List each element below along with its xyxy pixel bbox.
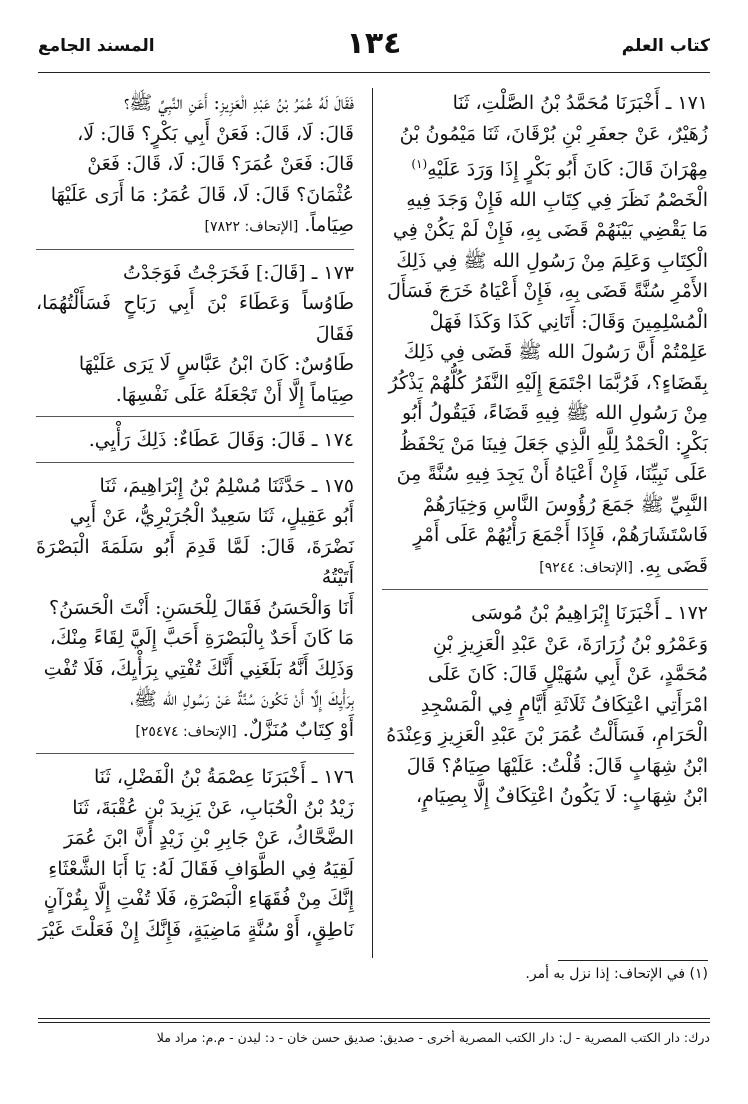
hadith-173 bbox=[36, 258, 354, 411]
text-line: عُثْمَانَ؟ قَالَ: لَا، قَالَ عُمَرُ: مَا أَرَى عَلَيْهَا bbox=[50, 183, 354, 206]
text-line: بَكْرٍ: الْحَمْدُ لِلَّهِ الَّذِي جَعَلَ فِينَا مَنْ يَحْفَظُ bbox=[399, 432, 708, 455]
text-line: وَذَلِكَ أَنَّهُ بَلَغَنِي أَنَّكَ تُفْتِي بِرَأْيِكَ، فَلَا تُفْتِ bbox=[43, 657, 354, 680]
text-line: طَاوُسٌ: كَانَ ابْنُ عَبَّاسٍ لَا يَرَى عَلَيْهَا bbox=[78, 353, 354, 375]
text-line: ١٧١ ـ أَخْبَرَنَا مُحَمَّدُ بْنُ الصَّلْتِ، ثَنَا bbox=[452, 92, 708, 114]
text-line: الضَّحَّاكُ، عَنْ جَابِرِ بْنِ زَيْدٍ أَنَّ ابْنَ عُمَرَ bbox=[63, 827, 354, 849]
reference: [الإتحاف: ٢٥٤٧٤] bbox=[135, 723, 237, 740]
text-line bbox=[382, 551, 708, 584]
right-column bbox=[382, 88, 708, 812]
footnote-rule bbox=[558, 960, 708, 961]
text-line: فَاسْتَشَارَهُمْ، فَإِذَا أَجْمَعَ رَأْيُهُمْ عَلَى أَمْرٍ bbox=[413, 524, 708, 547]
text-line bbox=[36, 210, 354, 243]
left-column bbox=[36, 88, 354, 945]
text-segment: صِيَاماً. bbox=[304, 214, 354, 236]
collection-title: المسند الجامع bbox=[38, 36, 155, 56]
text-line bbox=[382, 149, 708, 185]
text-line: الْكِتَابِ وَعَلِمَ مِنْ رَسُولِ الله ﷺ فِي ذَلِكَ bbox=[396, 249, 708, 272]
column-divider bbox=[372, 88, 373, 958]
entry-separator bbox=[36, 462, 354, 463]
text-segment: مِهْرَانَ قَالَ: كَانَ أَبُو بَكْرٍ إِذَا وَرَدَ عَلَيْهِ bbox=[427, 158, 708, 181]
hadith-172-continued bbox=[36, 88, 354, 243]
text-line: امْرَأَتِي اعْتِكَافُ ثَلَاثَةِ أَيَّامٍ فِي الْمَسْجِدِ bbox=[420, 693, 708, 716]
text-line: مَا كَانَ أَحَدٌ بِالْبَصْرَةِ أَحَبَّ إِلَيَّ لِقَاءً مِنْكَ، bbox=[49, 627, 354, 649]
text-line: ١٧٤ ـ قَالَ: وَقَالَ عَطَاءٌ: ذَلِكَ رَأْيِي. bbox=[88, 429, 354, 451]
entry-separator bbox=[382, 589, 708, 590]
header-rule bbox=[38, 72, 710, 73]
hadith-175 bbox=[36, 471, 354, 748]
text-line: لَقِيَهُ فِي الطَّوَافِ فَقَالَ لَهُ: يَا أَبَا الشَّعْثَاءِ bbox=[48, 857, 354, 880]
hadith-172 bbox=[382, 598, 708, 812]
text-line: ابْنُ شِهَابٍ: لَا يَكُونُ اعْتِكَافٌ إِلَّا بِصِيَامٍ، bbox=[415, 785, 708, 808]
text-line: قَالَ: فَعَنْ عُمَرَ؟ قَالَ: لَا، قَالَ: فَعَنْ bbox=[87, 153, 354, 175]
footnote: (١) في الإتحاف: إذا نزل به أمر. bbox=[525, 966, 708, 982]
text-segment: أَوْ كِتَابٌ مُنَزَّلٌ. bbox=[242, 718, 354, 741]
text-line: بِرَأْيِكَ إِلَّا أَنْ تَكُونَ سُنَّةٌ عَنْ رَسُولِ الله ﷺ، bbox=[130, 688, 354, 710]
hadith-171 bbox=[382, 88, 708, 583]
text-line: نَضْرَةَ، قَالَ: لَمَّا قَدِمَ أَبُو سَلَمَةَ الْبَصْرَةَ أَتَيْتُهُ bbox=[36, 535, 354, 588]
text-line: مَا يَقْضِي بَيْنَهُمْ قَضَى بِهِ، فَإِنْ لَمْ يَكُنْ فِي bbox=[392, 219, 708, 242]
text-line bbox=[36, 715, 354, 748]
text-line: مِنْ رَسُولِ الله ﷺ فِيهِ قَضَاءً، فَيَقُولُ أَبُو bbox=[402, 402, 708, 425]
page-number: ١٣٤ bbox=[346, 26, 402, 61]
reference: [الإتحاف: ٧٨٢٢] bbox=[204, 219, 299, 235]
entry-separator bbox=[36, 416, 354, 417]
text-line: إِنَّكَ مِنْ فُقَهَاءِ الْبَصْرَةِ، فَلَا تُفْتِ إِلَّا بِقُرْآنٍ bbox=[43, 888, 354, 910]
text-line: الأَمْرِ سُنَّةً قَضَى بِهِ، فَإِنْ أَعْيَاهُ خَرَجَ فَسَأَلَ bbox=[387, 280, 708, 303]
text-line: الْخَصْمُ نَظَرَ فِي كِتَابِ الله فَإِنْ وَجَدَ فِيهِ bbox=[406, 188, 708, 211]
text-line: أَنَا وَالْحَسَنُ فَقَالَ لِلْحَسَنِ: أَنْتَ الْحَسَنُ؟ bbox=[49, 596, 354, 619]
bottom-rule bbox=[38, 1018, 710, 1019]
hadith-176 bbox=[36, 762, 354, 945]
text-line: نَاطِقٍ، أَوْ سُنَّةٍ مَاضِيَةٍ، فَإِنَّكَ إِنْ فَعَلْتَ غَيْرَ bbox=[38, 918, 354, 941]
manuscript-codes: درك: دار الكتب المصرية - ل: دار الكتب المصرية أخرى - صديق: صديق حسن خان - د: ليدن - م.م: مراد ملا bbox=[156, 1030, 710, 1045]
footnote-marker: (١) bbox=[411, 157, 428, 171]
text-line: صِيَاماً إِلَّا أَنْ تَجْعَلَهُ عَلَى نَفْسِهَا. bbox=[115, 383, 354, 406]
text-line: عَلِمْتُمْ أَنَّ رَسُولَ الله ﷺ قَضَى فِي ذَلِكَ bbox=[403, 341, 708, 364]
entry-separator bbox=[36, 249, 354, 250]
text-line: عَلَى نَبِيِّنَا، فَإِنْ أَعْيَاهُ أَنْ يَجِدَ فِيهِ سُنَّةً مِنَ bbox=[396, 463, 708, 486]
text-line: النَّبِيِّ ﷺ جَمَعَ رُؤُوسَ النَّاسِ وَخِيَارَهُمْ bbox=[422, 493, 708, 516]
text-line: قَالَ: لَا، قَالَ: فَعَنْ أَبِي بَكْرٍ؟ قَالَ: لَا، bbox=[77, 122, 354, 145]
text-line: بِقَضَاءٍ؟، فَرُبَّمَا اجْتَمَعَ إِلَيْهِ النَّفَرُ كُلُّهُمْ يَذْكُرُ bbox=[388, 371, 708, 394]
bottom-rule-double bbox=[38, 1022, 710, 1023]
text-line: ١٧٣ ـ [قَالَ:] فَخَرَجْتُ فَوَجَدْتُ bbox=[123, 261, 354, 284]
book-title: كتاب العلم bbox=[621, 36, 710, 56]
text-line: ابْنُ شِهَابٍ قَالَ: قُلْتُ: عَلَيْهَا صِيَامٌ؟ قَالَ bbox=[406, 754, 708, 777]
text-line: ١٧٢ ـ أَخْبَرَنَا إِبْرَاهِيمُ بْنُ مُوسَى bbox=[471, 602, 708, 625]
text-line: زَيْدُ بْنُ الْحُبَابِ، عَنْ يَزِيدَ بْنِ عُقْبَةَ، ثَنَا bbox=[72, 796, 354, 819]
text-line: مُحَمَّدٍ، عَنْ أَبِي سُهَيْلٍ قَالَ: كَانَ عَلَى bbox=[427, 663, 708, 686]
hadith-174 bbox=[36, 425, 354, 456]
text-line: زُهَيْرٌ، عَنْ جعفَرِ بْنِ بُرْقَانَ، ثَنَا مَيْمُونُ بْنُ bbox=[399, 122, 708, 145]
entry-separator bbox=[36, 753, 354, 754]
text-line: وَعَمْرُو بْنُ زُرَارَةَ، عَنْ عَبْدِ الْعَزِيزِ بْنِ bbox=[432, 632, 708, 655]
text-line: فَقَالَ لَهُ عُمَرُ بْنُ عَبْدِ الْعَزِيزِ: أَعَنِ النَّبِيِّ ﷺ؟ bbox=[123, 92, 354, 114]
text-line: أَبُو عَقِيلٍ، ثَنَا سَعِيدٌ الْجُرَيْرِيُّ، عَنْ أَبِي bbox=[69, 505, 354, 527]
text-line: الْمُسْلِمِينَ وَقَالَ: أَتَانِي كَذَا وَكَذَا فَهَلْ bbox=[429, 310, 708, 333]
page-header bbox=[38, 26, 710, 66]
text-line: ١٧٥ ـ حَدَّثَنَا مُسْلِمُ بْنُ إِبْرَاهِيمَ، ثَنَا bbox=[99, 474, 354, 497]
text-line: ١٧٦ ـ أَخْبَرَنَا عِصْمَةُ بْنُ الْفَضْلِ، ثَنَا bbox=[94, 766, 354, 788]
reference: [الإتحاف: ٩٢٤٤] bbox=[539, 559, 633, 576]
text-line: الْحَرَامِ، فَسَأَلْتُ عُمَرَ بْنَ عَبْدِ الْعَزِيزِ وَعِنْدَهُ bbox=[386, 724, 708, 747]
text-line: طَاوُساً وَعَطَاءَ بْنَ أَبِي رَبَاحٍ فَسَأَلْتُهُمَا، فَقَالَ bbox=[36, 292, 354, 345]
text-segment: قَضَى بِهِ. bbox=[639, 554, 708, 577]
